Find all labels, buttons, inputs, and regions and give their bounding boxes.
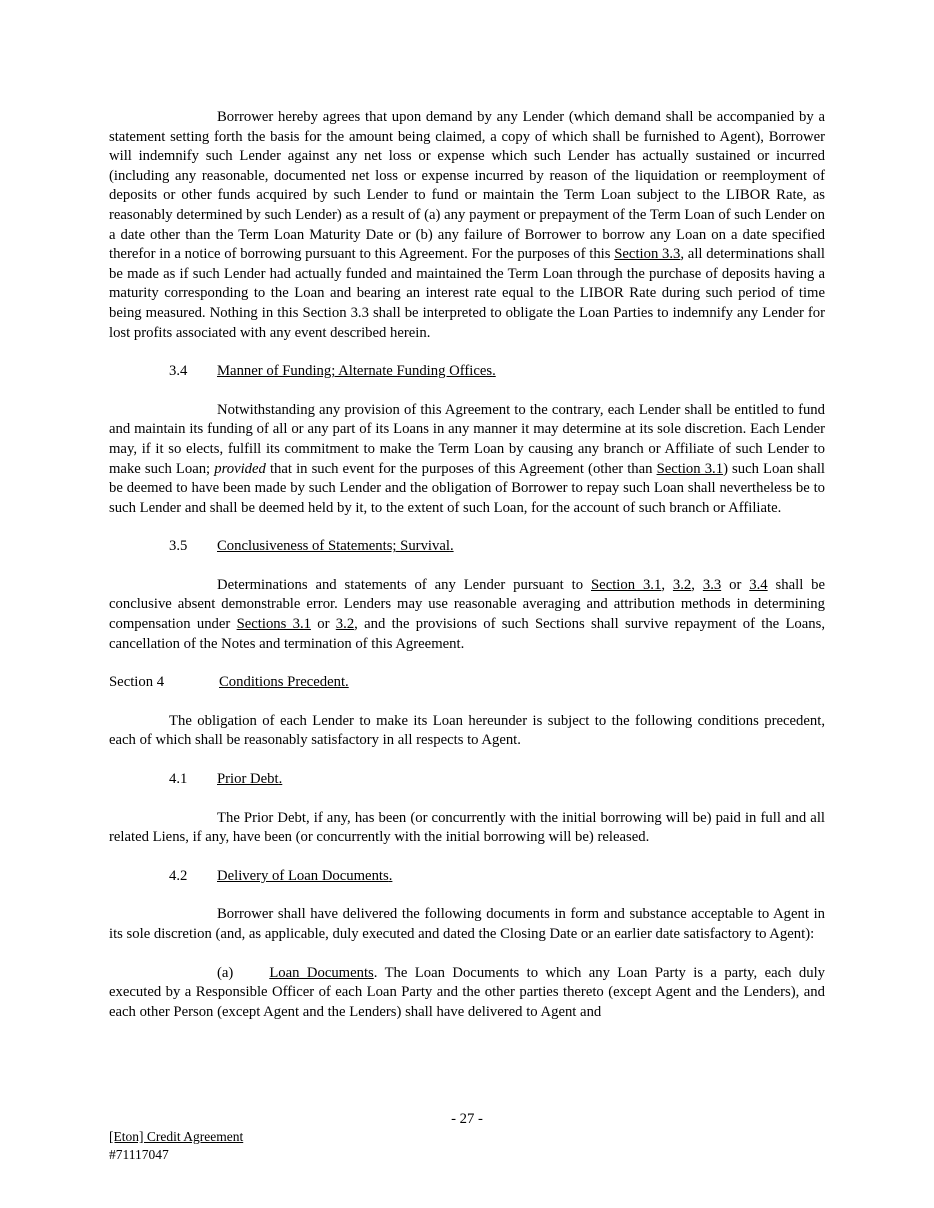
heading-title: Conditions Precedent. xyxy=(219,674,349,691)
paragraph-section-3-3-continued xyxy=(109,108,825,343)
spacer xyxy=(109,557,825,576)
footer-agreement-title: [Eton] Credit Agreement xyxy=(109,1129,244,1144)
paragraph-text-c: , and the provisions of such Sections shall survive repayment of the Loans, cancellation of the Notes and termination of this Agreement. xyxy=(109,616,826,652)
paragraph-section-4 xyxy=(109,712,825,751)
paragraph-section-3-5: Determinations and statements of any Lender pursuant to Section 3.1, 3.2, 3.3 or 3.4 shall be conclusive absent demonstrable error. Lenders may use reasonable averaging and attribution methods in determining compensation under Sections 3.1 or 3.2, and the provisions of such Sections shall survive repayment of the Loans, cancellation of the Notes and termination of this Agreement. xyxy=(109,576,826,652)
heading-number: 3.4 xyxy=(169,363,188,380)
paragraph-text: Borrower shall have delivered the following documents in form and substance acceptable to Agent in its sole discretion (and, as applicable, duly executed and dated the Closing Date or an earlier date satisfactory to Agent): xyxy=(109,906,825,942)
heading-section-3-4 xyxy=(109,362,825,382)
cross-reference-section-3-1[interactable]: Section 3.1 xyxy=(656,460,724,477)
spacer xyxy=(109,382,825,401)
paragraph-text: Notwithstanding any provision of this Agreement to the contrary, each Lender shall be entitled to fund and maintain its funding of all or any part of its Loans in any manner it may determine at its sole discretion. Each Lender may, if it so elects, fulfill its commitment to make the Term Loan by causing any branch or Affiliate of such Lender to make such Loan; xyxy=(109,401,825,477)
heading-title: Conclusiveness of Statements; Survival. xyxy=(217,538,454,555)
paragraph-text: Determinations and statements of any Lender pursuant to xyxy=(217,576,584,593)
paragraph-section-4-2 xyxy=(109,905,825,944)
heading-number: Section 4 xyxy=(109,674,165,691)
spacer xyxy=(109,343,825,362)
spacer xyxy=(109,751,825,770)
cross-reference-section-3-3[interactable]: Section 3.3 xyxy=(614,246,681,263)
cross-reference-section-3-3[interactable]: 3.3 xyxy=(702,576,722,593)
page-footer xyxy=(0,1110,934,1128)
cross-reference-sections-3-1[interactable]: Sections 3.1 xyxy=(236,616,311,633)
paragraph-text-c: ) such Loan shall be deemed to have been made by such Lender and the obligation of Borrower to repay such Loan shall nevertheless be to such Lender and shall be deemed held by it, to the extent of such Loan, for the account of such branch or Affiliate. xyxy=(109,460,826,516)
spacer xyxy=(109,693,825,712)
cross-reference-section-3-4[interactable]: 3.4 xyxy=(749,576,768,593)
paragraph-section-4-1 xyxy=(109,809,825,848)
paragraph-text: Borrower hereby agrees that upon demand by any Lender (which demand shall be accompanied by a statement setting forth the basis for the amount being claimed, a copy of which shall be furnished to Agent), Borrower will indemnify such Lender against any net loss or expense which such Lender has actually sustained or incurred (including any reasonable, documented net loss or expense incurred by reason of the liquidation or reemployment of deposits or other funds acquired by such Lender to fund or maintain the Term Loan subject to the LIBOR Rate, as reasonably determined by such Lender) as a result of (a) any payment or prepayment of the Term Loan of such Lender on a date other than the Term Loan Maturity Date or (b) any failure of Borrower to borrow any Loan on a date specified therefor in a notice of borrowing pursuant to this Agreement. xyxy=(109,109,825,263)
cross-reference-section-3-2[interactable]: 3.2 xyxy=(672,576,692,593)
heading-number: 4.1 xyxy=(169,771,188,788)
footer-identifier-block xyxy=(109,1128,243,1163)
spacer xyxy=(109,886,825,905)
paragraph-text-b: For the purposes of this xyxy=(471,246,611,263)
cross-reference-section-3-2b[interactable]: 3.2 xyxy=(335,616,355,633)
footer-document-number: #71117047 xyxy=(109,1147,169,1162)
spacer xyxy=(109,848,825,867)
paragraph-text-b: shall be conclusive absent demonstrable error. Lenders may use reasonable averaging and attribution methods in determining compensation under xyxy=(109,576,826,633)
heading-title: Prior Debt. xyxy=(217,771,283,788)
paragraph-text: The obligation of each Lender to make its Loan hereunder is subject to the following conditions precedent, each of which shall be reasonably satisfactory in all respects to Agent. xyxy=(109,712,825,749)
heading-title: Manner of Funding; Alternate Funding Offices. xyxy=(217,363,496,380)
spacer xyxy=(109,945,825,964)
paragraph-text-b: that in such event for the purposes of this Agreement (other than xyxy=(269,460,653,477)
subsection-title-loan-documents: Loan Documents xyxy=(269,964,374,981)
heading-section-4-1 xyxy=(109,770,825,790)
heading-section-4-2 xyxy=(109,867,825,887)
paragraph-text: . The Loan Documents to which any Loan Party is a party, each duly executed by a Responsible Officer of each Loan Party and the other parties thereto (except Agent and the Lenders), and each other Person (except Agent and the Lenders) shall have delivered to Agent and xyxy=(109,964,826,1020)
spacer xyxy=(109,518,825,537)
paragraph-section-3-4 xyxy=(109,401,825,519)
italic-provided: provided xyxy=(214,460,266,477)
document-body xyxy=(109,108,825,1022)
heading-number: 3.5 xyxy=(169,538,188,555)
heading-section-4 xyxy=(109,673,825,693)
spacer xyxy=(109,790,825,809)
page-number: - 27 - xyxy=(451,1111,483,1127)
heading-title: Delivery of Loan Documents. xyxy=(217,867,393,884)
subsection-letter: (a) xyxy=(217,964,234,981)
spacer xyxy=(109,654,825,673)
cross-reference-section-3-1[interactable]: Section 3.1 xyxy=(591,576,662,593)
paragraph-section-4-2-a xyxy=(109,964,825,1023)
paragraph-text-c: , all determinations shall be made as if such Lender had actually funded and maintained the Term Loan through the purchase of deposits having a maturity corresponding to the Loan and bearing an interest rate equal to the LIBOR Rate during such period of time being measured. Nothing in this Section 3.3 shall be interpreted to obligate the Loan Parties to indemnify any Lender for lost profits associated with any event described herein. xyxy=(109,246,825,341)
paragraph-text: The Prior Debt, if any, has been (or concurrently with the initial borrowing will be) paid in full and all related Liens, if any, have been (or concurrently with the initial borrowing will be) released. xyxy=(109,809,825,846)
heading-section-3-5 xyxy=(109,537,825,557)
heading-number: 4.2 xyxy=(169,867,188,884)
